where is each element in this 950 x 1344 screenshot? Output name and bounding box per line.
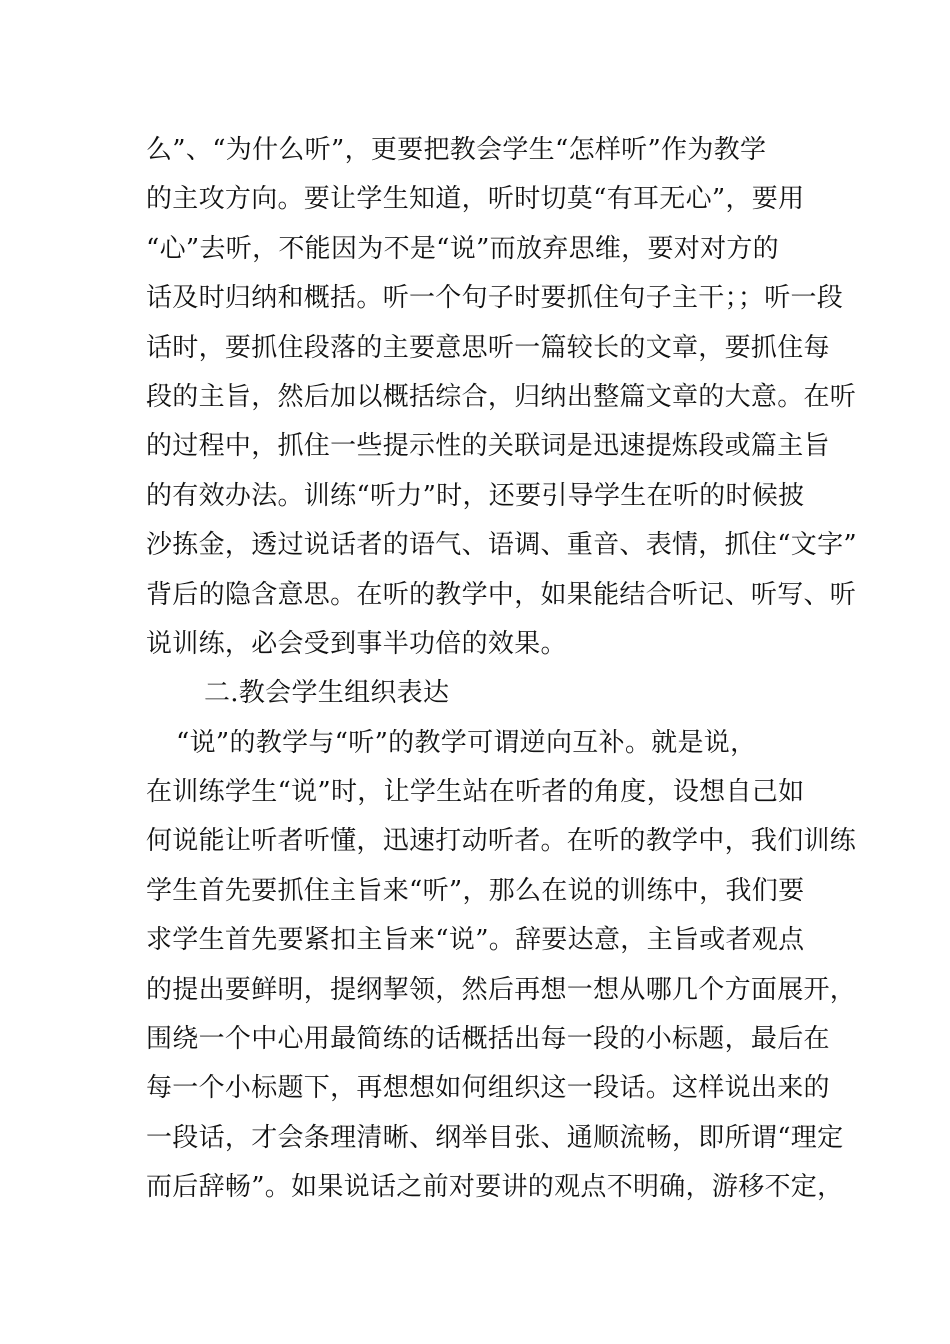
paragraph-line: 的过程中，抓住一些提示性的关联词是迅速提炼段或篇主旨 (146, 431, 830, 462)
paragraph-line: 而后辞畅”。如果说话之前对要讲的观点不明确，游移不定， (146, 1172, 844, 1203)
paragraph-line: 的主攻方向。要让学生知道，听时切莫“有耳无心”，要用 (146, 184, 805, 215)
paragraph-line: 每一个小标题下，再想想如何组织这一段话。这样说出来的 (146, 1073, 830, 1104)
paragraph-line: 的有效办法。训练“听力”时，还要引导学生在听的时候披 (146, 480, 805, 511)
paragraph-line: 何说能让听者听懂，迅速打动听者。在听的教学中，我们训练 (146, 826, 857, 857)
section-heading: 二.教会学生组织表达 (204, 678, 450, 709)
paragraph-line: 话及时归纳和概括。听一个句子时要抓住句子主干；；听一段 (146, 283, 844, 314)
paragraph-line: 背后的隐含意思。在听的教学中，如果能结合听记、听写、听 (146, 579, 857, 610)
paragraph-line: 的提出要鲜明，提纲挈领，然后再想一想从哪几个方面展开， (146, 974, 857, 1005)
paragraph-line: 话时，要抓住段落的主要意思听一篇较长的文章，要抓住每 (146, 332, 830, 363)
document-body (146, 126, 857, 1213)
paragraph-line: 么”、“为什么听”，更要把教会学生“怎样听”作为教学 (146, 135, 767, 165)
paragraph-line: “说”的教学与“听”的教学可谓逆向互补。就是说， (176, 727, 757, 758)
paragraph-line: 在训练学生“说”时，让学生站在听者的角度，设想自己如 (146, 777, 805, 808)
paragraph-line: 沙拣金，透过说话者的语气、语调、重音、表情，抓住“文字” (146, 530, 857, 561)
paragraph-line: 段的主旨，然后加以概括综合，归纳出整篇文章的大意。在听 (146, 381, 857, 412)
paragraph-line: 学生首先要抓住主旨来“听”，那么在说的训练中，我们要 (146, 875, 805, 906)
paragraph-line: “心”去听，不能因为不是“说”而放弃思维，要对对方的 (146, 233, 779, 264)
paragraph-line: 一段话，才会条理清晰、纲举目张、通顺流畅，即所谓“理定 (146, 1122, 844, 1153)
paragraph-line: 求学生首先要紧扣主旨来“说”。辞要达意，主旨或者观点 (146, 925, 805, 956)
paragraph-line: 说训练，必会受到事半功倍的效果。 (146, 628, 567, 659)
paragraph-line: 围绕一个中心用最简练的话概括出每一段的小标题，最后在 (146, 1024, 830, 1055)
